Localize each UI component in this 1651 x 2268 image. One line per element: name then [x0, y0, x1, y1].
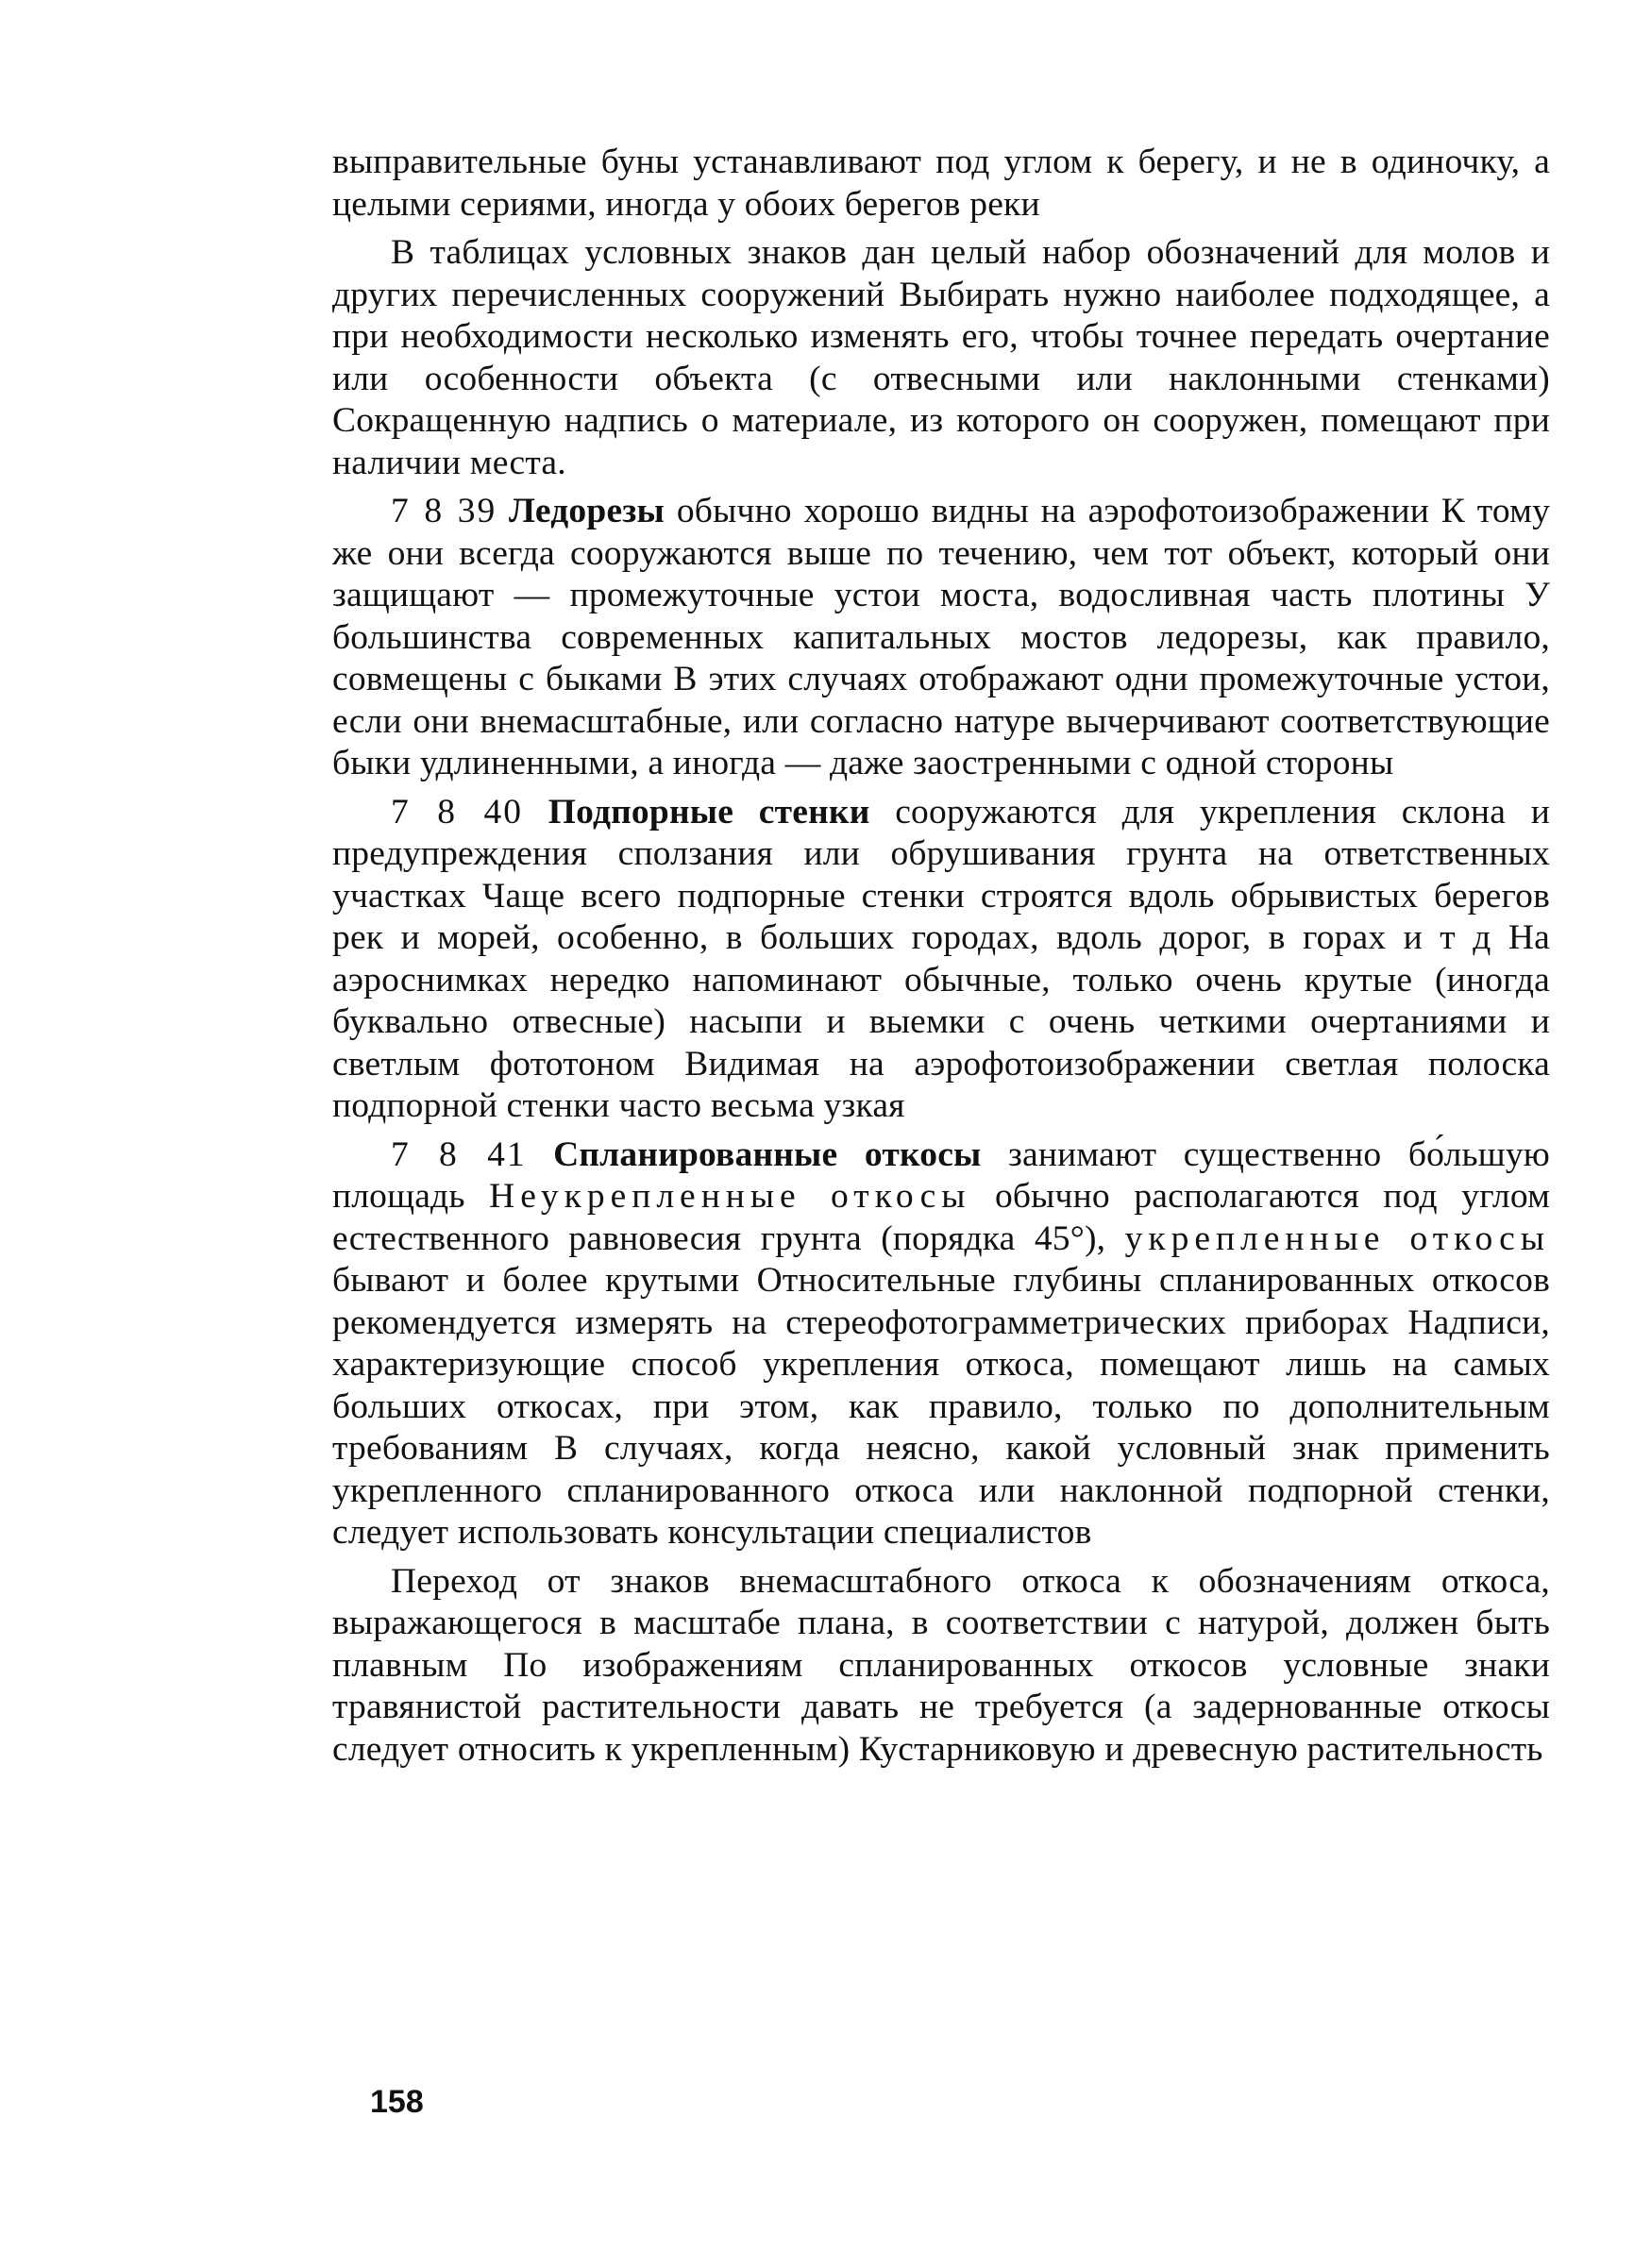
spaced-term: укрепленные откосы [1124, 1218, 1551, 1258]
section-text: обычно располагаются под углом естественного равновесия грунта (порядка 45°), [332, 1177, 1551, 1258]
section-text: бывают и более крутыми Относительные глубины спланированных откосов рекомендуется измерять на стереофотограмметрических приборах Надписи, характеризующие способ укрепления откоса, помещают лишь на самых больших откосах, при этом, как правило, только по дополнительным требованиям В случаях, когда неясно, какой условный знак применить укрепленного спланированного откоса или наклонной подпорной стенки, следует использовать консультации специалистов [332, 1261, 1550, 1552]
paragraph-slope-transition: Переход от знаков внемасштабного откоса к обозначениям откоса, выражающегося в масштабе плана, в соответствии с натурой, должен быть плавным По изображениям спланированных откосов условные знаки травянистой растительности давать не требуется (а задернованные откосы следует относить к укрепленным) Кустарниковую и древесную растительность [332, 1561, 1550, 1769]
paragraph-continuation: выправительные буны устанавливают под углом к берегу, и не в одиночку, а целыми сериями, иногда у обоих берегов реки [332, 143, 1550, 224]
page-body [332, 142, 1550, 1777]
paragraph-symbol-tables: В таблицах условных знаков дан целый набор обозначений для молов и других перечисленных сооружений Выбирать нужно наиболее подходящее, а при необходимости несколько изменять его, чтобы точнее передать очертание или особенности объекта (с отвесными или наклонными стенками) Сокращенную надпись о материале, из которого он сооружен, помещают при наличии места. [332, 233, 1550, 482]
section-text: сооружаются для укрепления склона и предупреждения сползания или обрушивания грунта на ответственных участках Чаще всего подпорные стенки строятся вдоль обрывистых берегов рек и морей, особенно, в больших городах, вдоль дорог, в горах и т д На аэроснимках нередко напоминают обычные, только очень крутые (иногда буквально отвесные) насыпи и выемки с очень четкими очертаниями и светлым фототоном Видимая на аэрофотоизображении светлая полоска подпорной стенки часто весьма узкая [332, 792, 1551, 1125]
section-text: обычно хорошо видны на аэрофотоизображении К тому же они всегда сооружаются выше по течению, чем тот объект, который они защищают — промежуточные устои моста, водосливная часть плотины У большинства современных капитальных мостов ледорезы, как правило, совмещены с быками В этих случаях отображают одни промежуточные устои, если они внемасштабные, или согласно натуре вычерчивают соответствующие быки удлиненными, а иногда — даже заостренными с одной стороны [332, 492, 1551, 782]
paragraph-retaining-walls [332, 792, 1550, 1128]
paragraph-ice-breakers [332, 491, 1550, 785]
section-text: занимают существенно бо́льшую площадь [332, 1134, 1551, 1216]
section-number: 7 8 41 [391, 1134, 527, 1174]
section-number: 7 8 40 [391, 792, 524, 832]
paragraph-planned-slopes [332, 1134, 1550, 1554]
section-number: 7 8 39 [391, 492, 497, 530]
section-term: Подпорные стенки [548, 792, 870, 832]
page-number: 158 [370, 2084, 424, 2120]
section-term: Ледорезы [509, 492, 665, 530]
spaced-term: Неукрепленные откосы [489, 1177, 971, 1216]
section-term: Спланированные откосы [553, 1134, 982, 1174]
